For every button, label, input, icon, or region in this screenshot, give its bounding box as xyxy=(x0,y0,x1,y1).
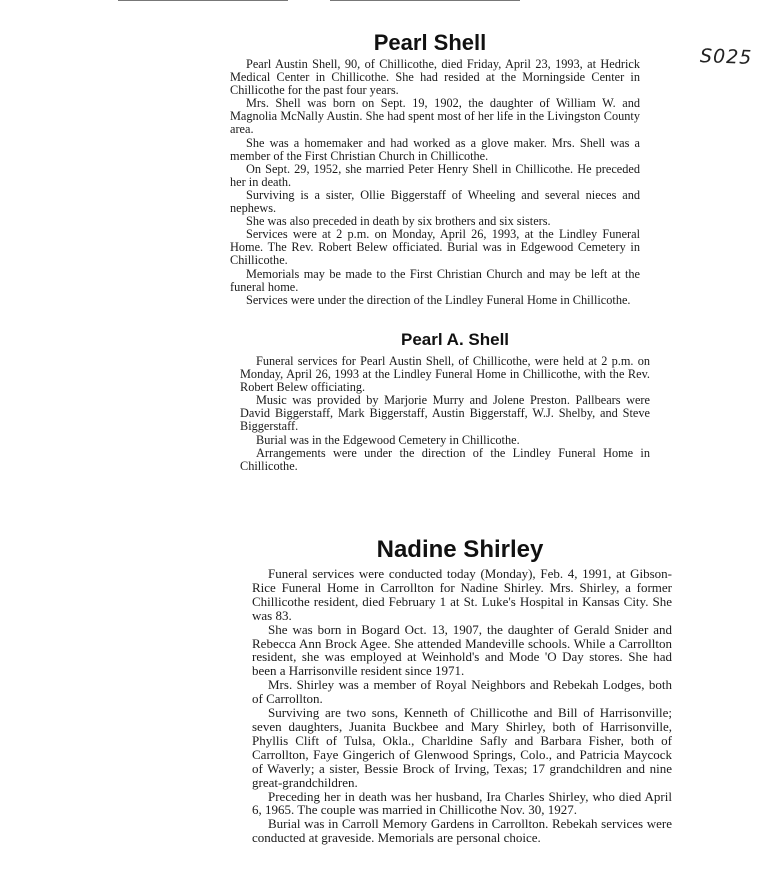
obituary-title-nadine-shirley: Nadine Shirley xyxy=(376,536,544,563)
paragraph: Surviving is a sister, Ollie Biggerstaff of Wheeling and several nieces and nephews. xyxy=(230,187,640,216)
paragraph: Services were at 2 p.m. on Monday, April 26, 1993, at the Lindley Funeral Home. The Rev. Robert Belew officiated. Burial was in Edgewood Cemetery in Chillicothe. xyxy=(230,227,640,268)
paragraph: Memorials may be made to the First Christian Church and may be left at the funeral home. xyxy=(230,266,640,294)
paragraph: Funeral services were conducted today (Monday), Feb. 4, 1991, at Gibson-Rice Funeral Home in Carrollton for Nadine Shirley. Mrs. Shirley, a former Chillicothe resident, died February 1 at St. Luke's Hospital in Kansas City. She was 83. xyxy=(252,566,672,623)
obituary-body-pearl-a-shell xyxy=(240,355,650,473)
paragraph: Burial was in Carroll Memory Gardens in Carrollton. Rebekah services were conducted at graveside. Memorials are personal choice. xyxy=(252,816,672,846)
paragraph: Surviving are two sons, Kenneth of Chillicothe and Bill of Harrisonville; seven daughters, Juanita Buckbee and Mary Shirley, both of Harrisonville, Phyllis Clift of Tulsa, Okla., Charldine Safly and Barbara Fisher, both of Carrollton, Faye Gingerich of Glenwood Springs, Colo., and Patricia Maycock of Waverly; a sister, Bessie Brock of Irving, Texas; 17 grandchildren and nine great-grandchildren. xyxy=(252,705,672,790)
paragraph: Services were under the direction of the Lindley Funeral Home in Chillicothe. xyxy=(246,292,631,307)
obituary-title-pearl-shell: Pearl Shell xyxy=(373,30,487,55)
clipping-top-edge-right xyxy=(330,0,520,1)
paragraph: She was born in Bogard Oct. 13, 1907, the daughter of Gerald Snider and Rebecca Ann Brock Agee. She attended Mandeville schools. While a Carrollton resident, she was employed at Weinhold's and Mode 'O Day stores. She had been a Harrisonville resident since 1971. xyxy=(252,621,672,679)
handwritten-page-number: S025 xyxy=(699,45,753,69)
clipping-top-edge-left xyxy=(118,0,288,1)
obituary-body-pearl-shell xyxy=(230,58,640,307)
paragraph: Mrs. Shell was born on Sept. 19, 1902, the daughter of William W. and Magnolia McNally Austin. She had spent most of her life in the Livingston County area. xyxy=(230,96,640,137)
paragraph: Arrangements were under the direction of the Lindley Funeral Home in Chillicothe. xyxy=(240,445,650,473)
paragraph: She was also preceded in death by six brothers and six sisters. xyxy=(246,214,551,229)
obituary-body-nadine-shirley xyxy=(252,567,672,845)
paragraph: Preceding her in death was her husband, Ira Charles Shirley, who died April 6, 1965. The couple was married in Chillicothe Nov. 30, 1927. xyxy=(252,788,672,818)
paragraph: Pearl Austin Shell, 90, of Chillicothe, died Friday, April 23, 1993, at Hedrick Medical Center in Chillicothe. She had resided at the Morningside Center in Chillicothe for the past four years. xyxy=(230,57,640,98)
paragraph: Mrs. Shirley was a member of Royal Neighbors and Rebekah Lodges, both of Carrollton. xyxy=(252,677,672,707)
paragraph: Burial was in the Edgewood Cemetery in Chillicothe. xyxy=(256,432,520,447)
paragraph: She was a homemaker and had worked as a glove maker. Mrs. Shell was a member of the First Christian Church in Chillicothe. xyxy=(230,135,640,163)
obituary-title-pearl-a-shell: Pearl A. Shell xyxy=(400,330,510,349)
paragraph: Funeral services for Pearl Austin Shell, of Chillicothe, were held at 2 p.m. on Monday, April 26, 1993 at the Lindley Funeral Home in Chillicothe, with the Rev. Robert Belew officiating. xyxy=(240,354,650,395)
paragraph: Music was provided by Marjorie Murry and Jolene Preston. Pallbears were David Biggerstaff, Mark Biggerstaff, Austin Biggerstaff, W.J. Shelby, and Steve Biggerstaff. xyxy=(240,393,650,434)
paragraph: On Sept. 29, 1952, she married Peter Henry Shell in Chillicothe. He preceded her in death. xyxy=(230,161,640,189)
